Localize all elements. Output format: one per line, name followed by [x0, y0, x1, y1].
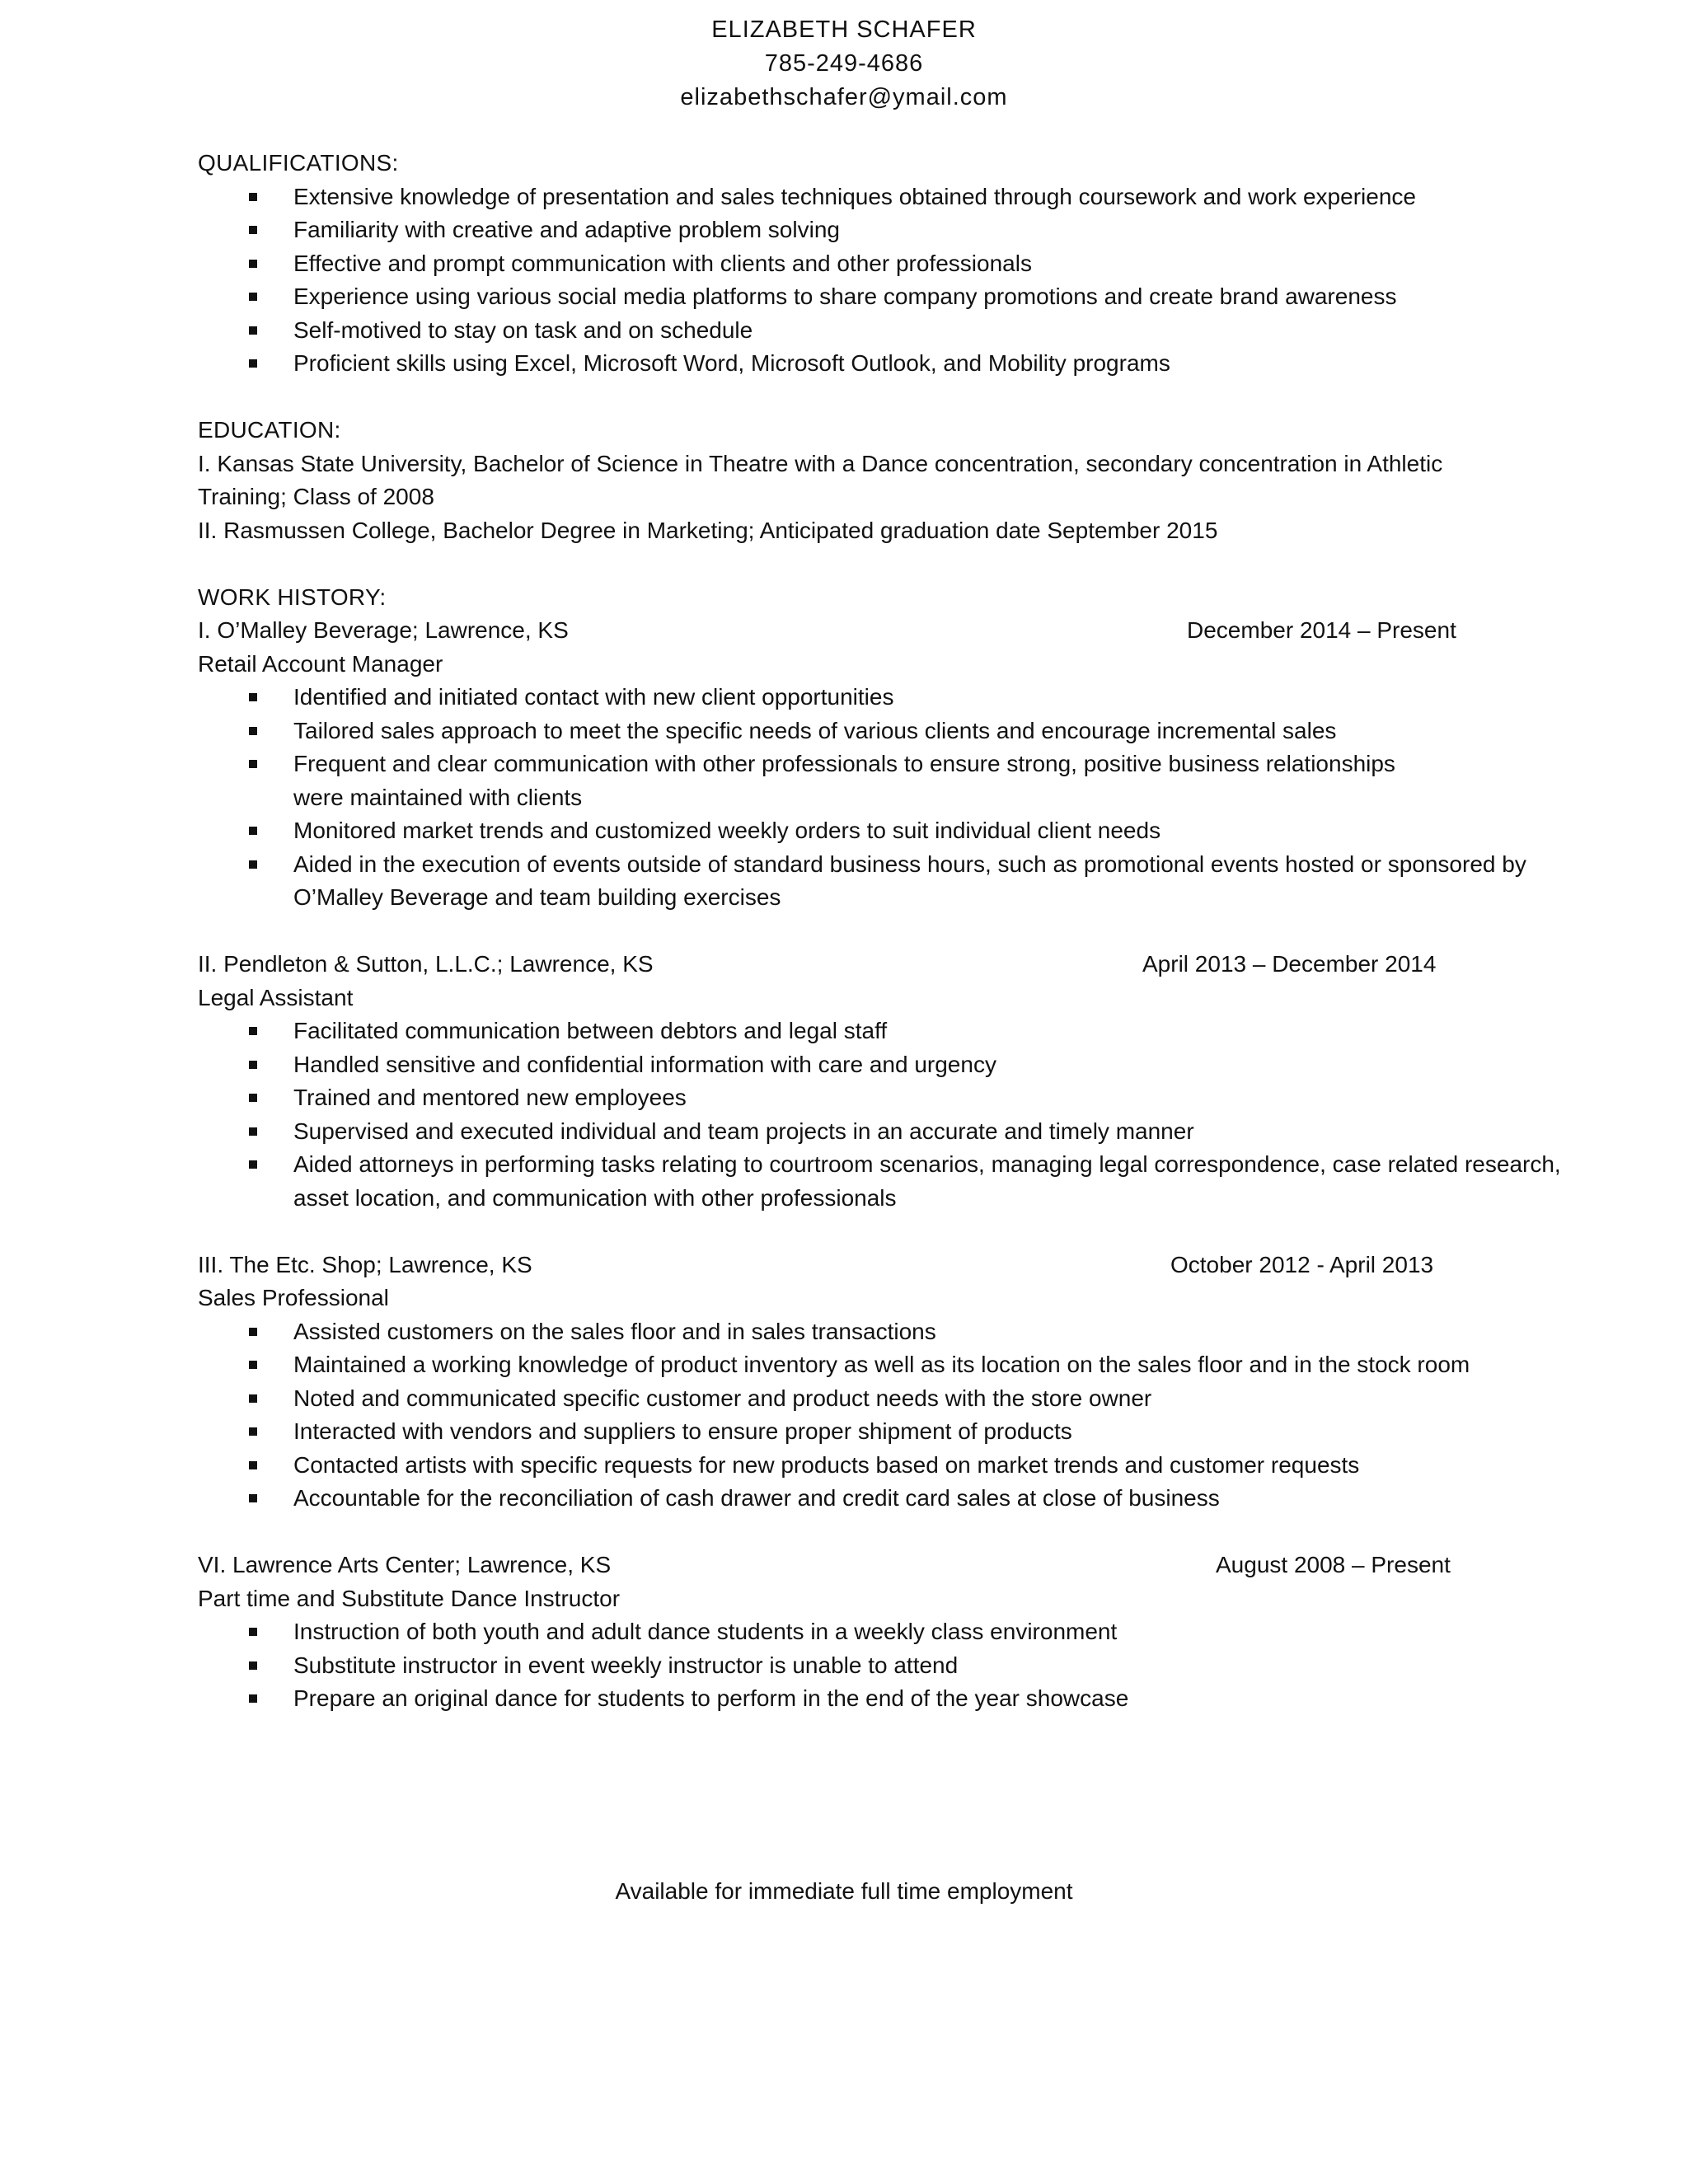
list-item	[198, 681, 1484, 715]
contact-header	[0, 13, 1688, 115]
employer: III. The Etc. Shop; Lawrence, KS	[198, 1251, 532, 1277]
bullet-icon	[249, 827, 257, 835]
work-history-heading: WORK HISTORY:	[198, 583, 387, 610]
list-item	[198, 180, 1472, 214]
list-item	[198, 1015, 1484, 1048]
list-item-text: Instruction of both youth and adult dance students in a weekly class environment	[293, 1619, 1118, 1644]
list-item	[198, 748, 1431, 814]
list-item-text: Effective and prompt communication with clients and other professionals	[293, 250, 1032, 276]
job-header	[198, 1549, 1484, 1582]
qualifications-heading: QUALIFICATIONS:	[198, 150, 399, 176]
list-item	[198, 1649, 1484, 1683]
list-item	[198, 1315, 1484, 1349]
bullet-icon	[249, 193, 257, 201]
list-item-text: Prepare an original dance for students to perform in the end of the year showcase	[293, 1685, 1129, 1711]
job-header	[198, 948, 1484, 982]
bullet-icon	[249, 727, 257, 735]
employment-dates: December 2014 – Present	[1187, 617, 1456, 643]
list-item	[198, 1348, 1472, 1382]
list-item	[198, 715, 1484, 748]
list-item-text: Tailored sales approach to meet the specific needs of various clients and encourage incremental sales	[293, 717, 1337, 743]
employment-dates: April 2013 – December 2014	[1142, 951, 1437, 977]
list-item	[198, 213, 1484, 247]
job-title: Retail Account Manager	[198, 650, 443, 677]
bullet-icon	[249, 1394, 257, 1403]
bullet-icon	[249, 1494, 257, 1502]
bullet-icon	[249, 1061, 257, 1069]
list-item	[198, 1148, 1563, 1215]
employer: VI. Lawrence Arts Center; Lawrence, KS	[198, 1552, 612, 1577]
list-item	[198, 280, 1484, 314]
job-title: Sales Professional	[198, 1285, 389, 1310]
list-item	[198, 1415, 1484, 1449]
duties-list	[198, 1615, 1484, 1716]
list-item	[198, 314, 1484, 348]
list-item	[198, 1081, 1484, 1115]
bullet-icon	[249, 1361, 257, 1369]
list-item	[198, 1449, 1484, 1483]
list-item	[198, 848, 1563, 915]
list-item-text: Proficient skills using Excel, Microsoft Word, Microsoft Outlook, and Mobility programs	[293, 350, 1170, 376]
list-item-text: Extensive knowledge of presentation and sales techniques obtained through coursework and work experience	[293, 183, 1416, 209]
spacer	[198, 1215, 1484, 1249]
bullet-icon	[249, 1160, 257, 1169]
list-item-text: Handled sensitive and confidential information with care and urgency	[293, 1051, 996, 1077]
list-item-text: Maintained a working knowledge of product inventory as well as its location on the sales floor and in the stock room	[293, 1352, 1470, 1377]
bullet-icon	[249, 260, 257, 268]
employment-dates: October 2012 - April 2013	[1170, 1251, 1434, 1277]
employer: I. O’Malley Beverage; Lawrence, KS	[198, 617, 569, 643]
qualifications-list	[198, 180, 1484, 381]
bullet-icon	[249, 693, 257, 701]
bullet-icon	[249, 1628, 257, 1636]
list-item-text: Frequent and clear communication with other professionals to ensure strong, positive business relationships were maintained with clients	[293, 751, 1395, 810]
list-item	[198, 1615, 1484, 1649]
bullet-icon	[249, 760, 257, 768]
availability-note: Available for immediate full time employment	[615, 1878, 1073, 1904]
spacer	[198, 381, 1484, 415]
spacer	[198, 915, 1484, 949]
bullet-icon	[249, 1427, 257, 1436]
bullet-icon	[249, 1461, 257, 1469]
email-address: elizabethschafer@ymail.com	[680, 84, 1008, 110]
list-item	[198, 347, 1484, 381]
employer: II. Pendleton & Sutton, L.L.C.; Lawrence, KS	[198, 951, 654, 977]
education-heading: EDUCATION:	[198, 417, 341, 443]
bullet-icon	[249, 1027, 257, 1035]
list-item-text: Facilitated communication between debtors and legal staff	[293, 1018, 888, 1043]
list-item	[198, 1115, 1484, 1149]
spacer	[198, 547, 1484, 581]
list-item-text: Contacted artists with specific requests for new products based on market trends and customer requests	[293, 1451, 1360, 1478]
job-title: Part time and Substitute Dance Instructor	[198, 1585, 621, 1611]
list-item-text: Identified and initiated contact with new client opportunities	[293, 684, 894, 710]
duties-list	[198, 1315, 1484, 1516]
list-item	[198, 1482, 1484, 1516]
job-title: Legal Assistant	[198, 984, 354, 1010]
education-entry: I. Kansas State University, Bachelor of Science in Theatre with a Dance concentration, secondary concentration in Athletic Training; Class of 2008	[198, 450, 1443, 509]
list-item-text: Assisted customers on the sales floor and in sales transactions	[293, 1318, 936, 1344]
applicant-name: ELIZABETH SCHAFER	[711, 16, 977, 43]
list-item-text: Supervised and executed individual and team projects in an accurate and timely manner	[293, 1118, 1194, 1144]
list-item-text: Aided in the execution of events outside of standard business hours, such as promotional events hosted or sponsored by O’Malley Beverage and team building exercises	[293, 851, 1526, 910]
list-item-text: Familiarity with creative and adaptive problem solving	[293, 217, 840, 242]
job-header	[198, 1249, 1484, 1282]
job-header	[198, 614, 1484, 648]
bullet-icon	[249, 1694, 257, 1703]
list-item-text: Interacted with vendors and suppliers to ensure proper shipment of products	[293, 1418, 1072, 1444]
list-item-text: Trained and mentored new employees	[293, 1085, 687, 1110]
resume-body	[198, 147, 1561, 1716]
list-item-text: Self-motived to stay on task and on schedule	[293, 316, 753, 343]
list-item	[198, 1382, 1484, 1416]
bullet-icon	[249, 293, 257, 301]
list-item	[198, 1048, 1484, 1082]
bullet-icon	[249, 226, 257, 234]
employment-dates: August 2008 – Present	[1216, 1552, 1451, 1577]
duties-list	[198, 1015, 1561, 1215]
list-item-text: Experience using various social media platforms to share company promotions and create brand awareness	[293, 284, 1397, 309]
list-item-text: Substitute instructor in event weekly instructor is unable to attend	[293, 1652, 959, 1678]
spacer	[198, 1516, 1484, 1549]
duties-list	[198, 681, 1526, 915]
bullet-icon	[249, 326, 257, 335]
phone-number: 785-249-4686	[764, 50, 924, 77]
bullet-icon	[249, 860, 257, 869]
bullet-icon	[249, 359, 257, 368]
bullet-icon	[249, 1127, 257, 1136]
list-item	[198, 247, 1484, 281]
bullet-icon	[249, 1094, 257, 1102]
list-item-text: Monitored market trends and customized weekly orders to suit individual client needs	[293, 818, 1161, 843]
bullet-icon	[249, 1661, 257, 1670]
list-item-text: Noted and communicated specific customer and product needs with the store owner	[293, 1385, 1152, 1411]
list-item	[198, 814, 1484, 848]
bullet-icon	[249, 1328, 257, 1336]
list-item-text: Aided attorneys in performing tasks relating to courtroom scenarios, managing legal correspondence, case related research, asset location, and communication with other professionals	[293, 1151, 1561, 1211]
list-item-text: Accountable for the reconciliation of cash drawer and credit card sales at close of business	[293, 1485, 1220, 1511]
list-item	[198, 1682, 1484, 1716]
education-entry: II. Rasmussen College, Bachelor Degree in Marketing; Anticipated graduation date September 2015	[198, 517, 1218, 543]
